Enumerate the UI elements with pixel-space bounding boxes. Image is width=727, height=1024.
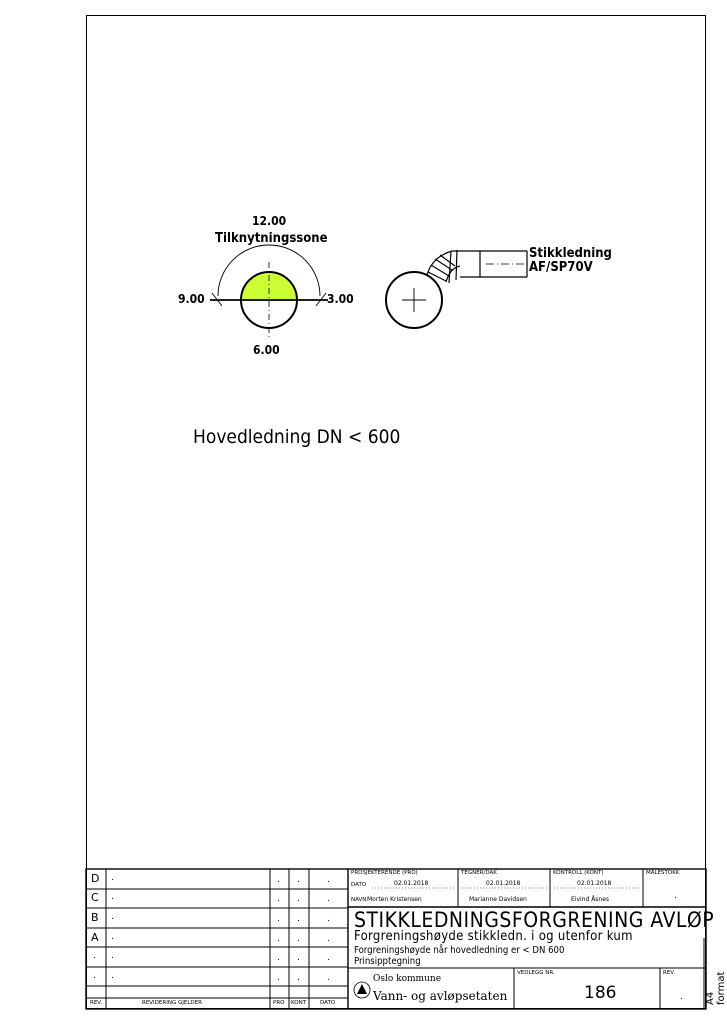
rev-row-pro: . xyxy=(277,973,280,983)
rev-row-pro: . xyxy=(277,894,280,904)
dim-bottom-value: 6.00 xyxy=(253,343,280,357)
rev-row-pro: . xyxy=(277,934,280,944)
rev-row-dato: . xyxy=(327,914,330,924)
branch-detail xyxy=(386,250,527,328)
rev-row-letter: B xyxy=(91,911,99,924)
rev-row-dato: . xyxy=(327,934,330,944)
dim-right-value: 3.00 xyxy=(327,292,354,306)
stikkledning-label: Stikkledning xyxy=(529,246,612,261)
rev-label: REV. xyxy=(663,970,676,976)
rev-row-dato: . xyxy=(327,894,330,904)
rev-row-text: . xyxy=(111,932,114,942)
rev-row-text: . xyxy=(111,951,114,961)
pro-header: PRO xyxy=(273,1000,285,1006)
caption: Hovedledning DN < 600 xyxy=(193,426,401,448)
rev-row-text: . xyxy=(111,912,114,922)
org-name: Oslo kommune xyxy=(373,974,442,984)
rev-row-text: . xyxy=(111,971,114,981)
teg-date: 02.01.2018 xyxy=(486,880,521,887)
rev-row-kont: . xyxy=(297,914,300,924)
rev-row-letter: . xyxy=(93,951,96,961)
malestokk-header: MÅLESTOKK xyxy=(646,870,680,876)
branch-bend-outer xyxy=(446,266,460,282)
drawing-subtitle-3: Prinsipptegning xyxy=(354,956,421,967)
dato-label: DATO xyxy=(351,882,367,888)
rev-row-kont: . xyxy=(297,875,300,885)
org-unit: Vann- og avløpsetaten xyxy=(373,989,508,1003)
rev-row-dato: . xyxy=(327,953,330,963)
teg-name: Marianne Davidsen xyxy=(469,896,527,903)
rev-row-kont: . xyxy=(297,934,300,944)
rev-row-pro: . xyxy=(277,914,280,924)
navn-label: NAVN xyxy=(351,897,367,903)
rev-row-pro: . xyxy=(277,875,280,885)
zone-label: Tilknytningssone xyxy=(215,231,328,246)
pro-header: PROSJEKTERENDE (PRO) xyxy=(351,870,418,876)
rev-row-pro: . xyxy=(277,953,280,963)
pro-date: 02.01.2018 xyxy=(394,880,429,887)
kont-name: Eivind Åsnes xyxy=(571,896,610,903)
drawing-subtitle: Forgreningshøyde stikkledn. i og utenfor kum xyxy=(354,929,633,944)
connection-zone-detail xyxy=(210,245,328,338)
dim-left-value: 9.00 xyxy=(178,292,205,306)
rev-row-kont: . xyxy=(297,973,300,983)
teg-header: TEGNER/DAK xyxy=(461,870,497,876)
rev-row-text: . xyxy=(111,873,114,883)
rev-row-dato: . xyxy=(327,875,330,885)
rev-value: . xyxy=(680,992,683,1002)
pro-name: Morten Kristensen xyxy=(367,896,422,903)
rev-row-kont: . xyxy=(297,894,300,904)
rev-row-letter: D xyxy=(91,872,100,885)
rev-row-text: . xyxy=(111,892,114,902)
drawing-title: STIKKLEDNINGSFORGRENING AVLØP xyxy=(354,908,715,932)
format-label: A4 format xyxy=(705,971,727,1005)
dim-top-value: 12.00 xyxy=(252,214,287,228)
branch-bend xyxy=(427,251,452,275)
rev-row-kont: . xyxy=(297,953,300,963)
vedlegg-number: 186 xyxy=(584,983,617,1003)
kont-header: KONT xyxy=(291,1000,307,1006)
drawing-subtitle-2: Forgreningshøyde når hovedledning er < DN 600 xyxy=(354,945,565,956)
kont-date: 02.01.2018 xyxy=(577,880,612,887)
dato-header: DATO xyxy=(320,1000,336,1006)
vedlegg-label: VEDLEGG NR. xyxy=(517,970,555,976)
rev-text-header: REVIDERING GJELDER xyxy=(142,1000,202,1006)
rev-header: REV. xyxy=(90,1000,103,1006)
pipe-type-label: AF/SP70V xyxy=(529,260,593,275)
rev-row-letter: . xyxy=(93,971,96,981)
rev-row-letter: A xyxy=(91,931,99,944)
joint-coupling xyxy=(449,250,457,283)
rev-row-letter: C xyxy=(91,891,99,904)
rev-row-dato: . xyxy=(327,973,330,983)
kont-header: KONTROLL (KONT) xyxy=(553,870,604,876)
malestokk-value: . xyxy=(674,891,677,901)
